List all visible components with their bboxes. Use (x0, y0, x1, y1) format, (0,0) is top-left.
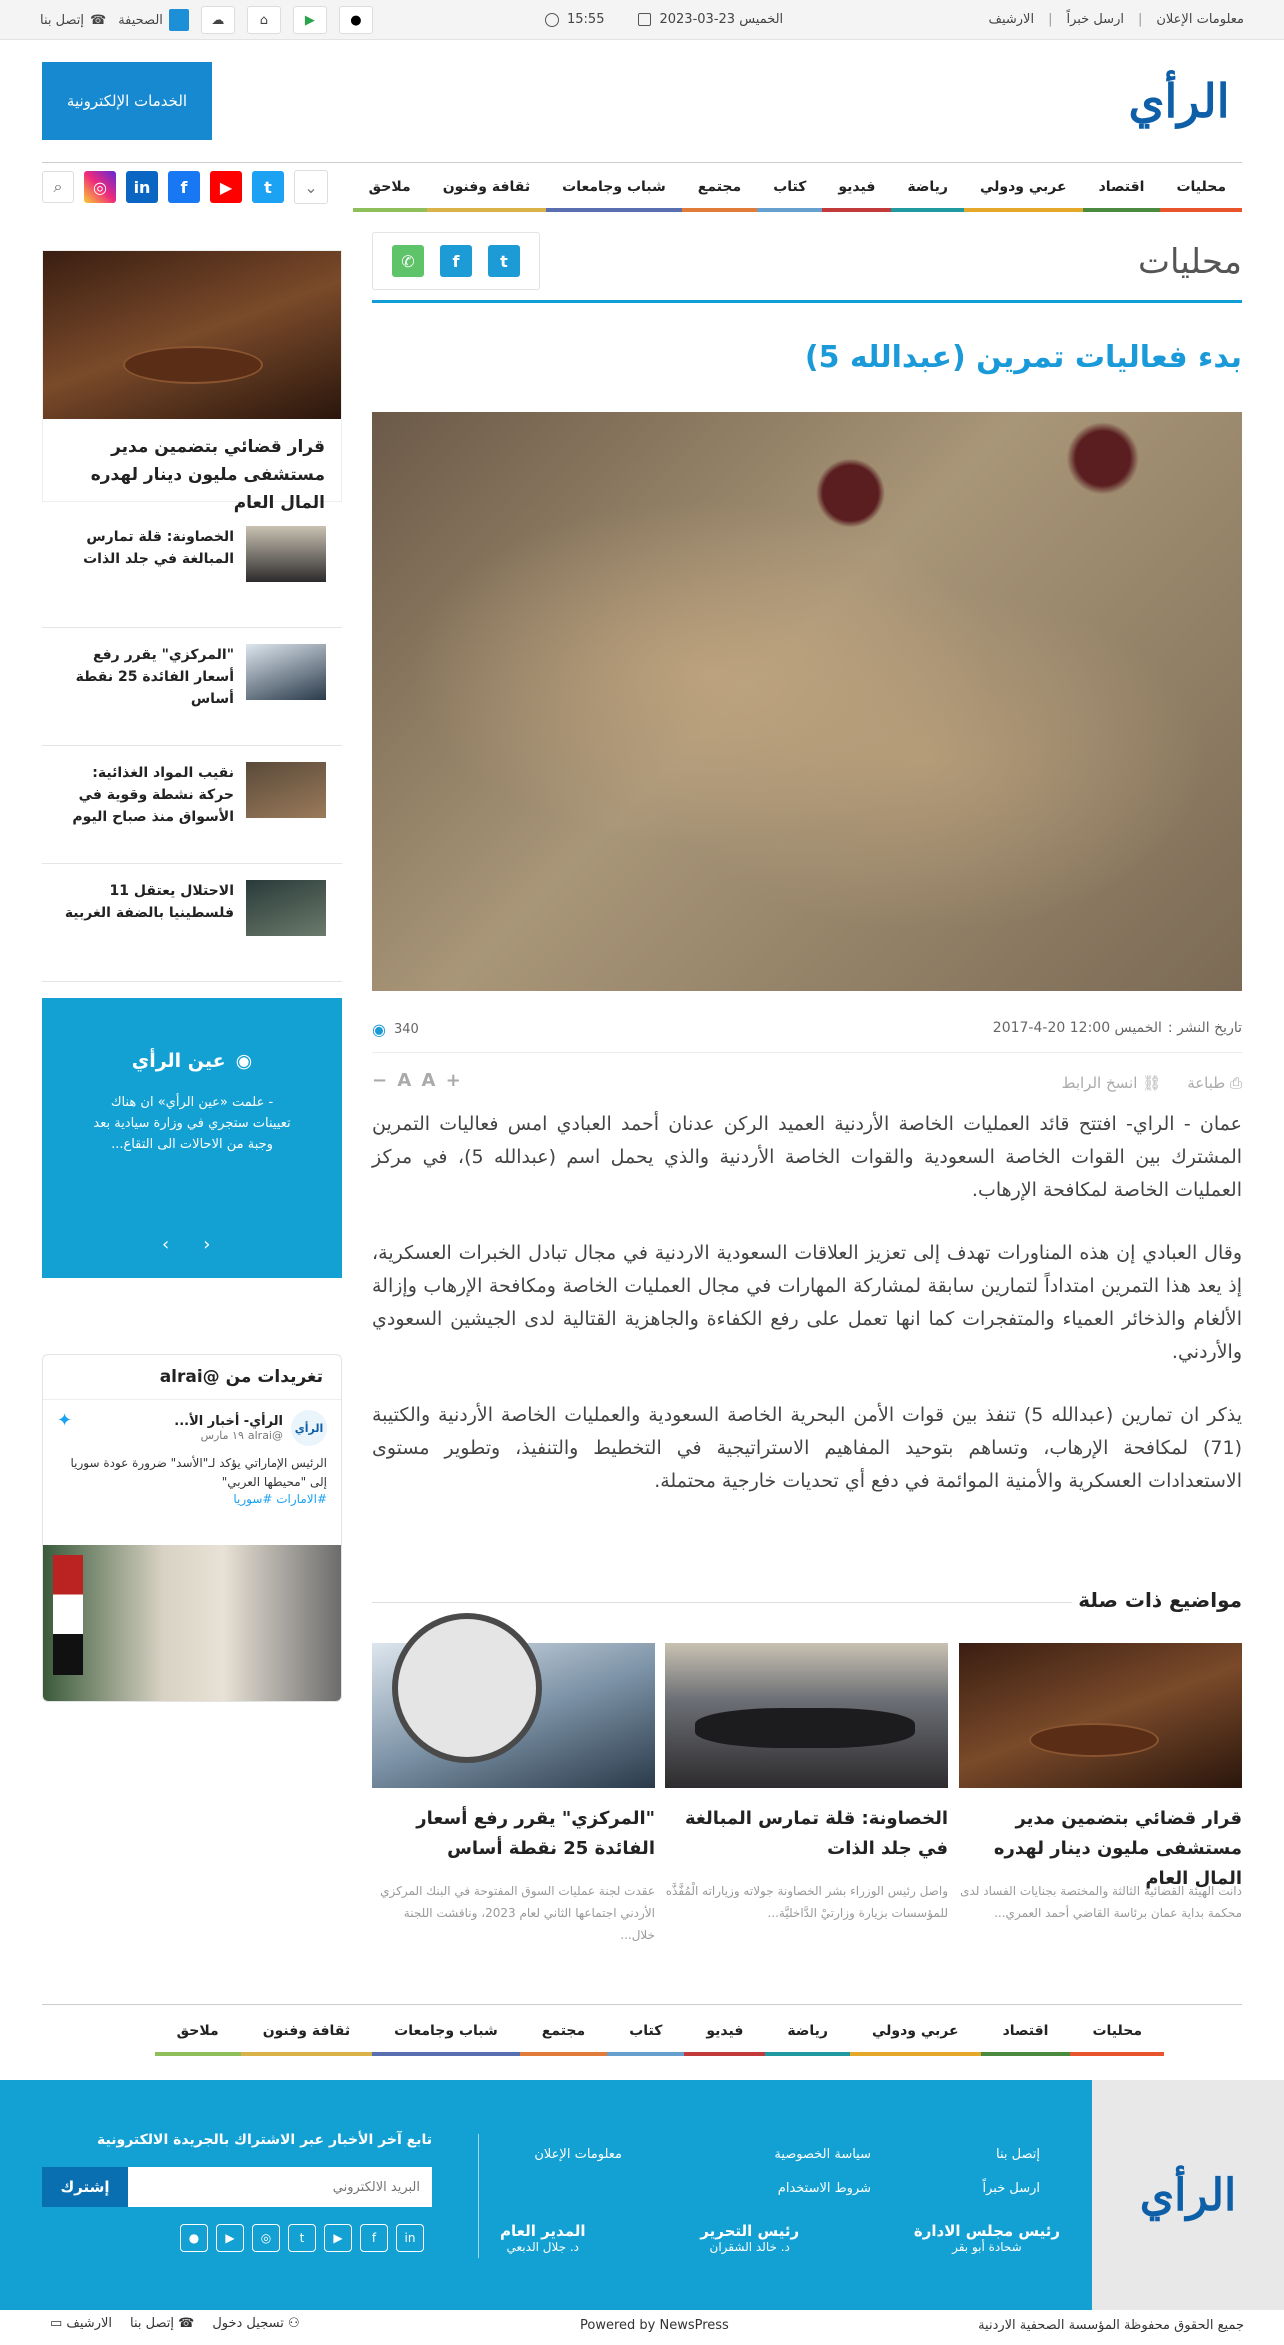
twitter-widget-heading: تغريدات من @alrai (43, 1355, 341, 1400)
clock-icon (545, 13, 559, 27)
related-title[interactable]: الخصاونة: قلة تمارس المبالغة في جلد الذات (684, 1808, 948, 1859)
share-box (372, 232, 540, 290)
youtube-icon[interactable]: ▶ (210, 171, 242, 203)
chevron-down-icon[interactable]: ⌄ (294, 170, 328, 204)
list-thumb (246, 880, 326, 936)
chevron-right-icon[interactable]: › (203, 1234, 211, 1255)
nav-item[interactable]: عربي ودولي (850, 2008, 981, 2056)
nav-item[interactable]: مجتمع (520, 2008, 607, 2056)
privacy-link[interactable]: سياسة الخصوصية (774, 2147, 871, 2162)
archive-link[interactable]: الارشيف (988, 12, 1035, 27)
nav-top-line (42, 162, 1242, 163)
date-text: الخميس 23-03-2023 (659, 12, 784, 27)
list-item[interactable]: الاحتلال يعتقل 11 فلسطينيا بالضفة الغربية (42, 864, 342, 982)
time-text: 15:55 (567, 12, 605, 27)
search-icon[interactable]: ⌕ (42, 171, 74, 203)
whatsapp-share-icon[interactable]: ✆ (392, 245, 424, 277)
nav-item[interactable]: مجتمع (682, 164, 757, 212)
footer-nav-line (42, 2004, 1242, 2005)
related-heading: مواضيع ذات صلة (1078, 1588, 1242, 1612)
terms-link[interactable]: شروط الاستخدام (777, 2181, 871, 2196)
list-item[interactable]: الخصاونة: قلة تمارس المبالغة في جلد الذات (42, 510, 342, 628)
nav-item[interactable]: ثقافة وفنون (427, 164, 546, 212)
apple-icon[interactable]: ● (180, 2224, 208, 2252)
tweet-image[interactable] (43, 1545, 342, 1701)
subscribe-title: تابع آخر الأخبار عبر الاشتراك بالجريدة الالكترونية (97, 2132, 432, 2148)
footer-col-2 (774, 2138, 871, 2206)
newspaper-icon (169, 9, 189, 31)
top-tools (40, 6, 373, 34)
ad-info-link[interactable]: معلومات الإعلان (1156, 12, 1244, 27)
related-summary: واصل رئيس الوزراء بشر الخصاونة جولاته وزياراته الْمُفَّذَّه للمؤسسات بزيارة وزارتيْ الدَّاخليَّة... (665, 1884, 948, 1920)
meeting-table-shape (695, 1708, 915, 1748)
calendar-icon (638, 13, 651, 26)
article-paragraph: يذكر ان تمارين (عبدالله 5) تنفذ بين قوات الأمن البحرية الخاصة السعودية والعمليات الخاصة الأردنية والكتيبة (71) لمكافحة الإرهاب، وتساهم بتوحيد المفاهيم الاستراتيجية في التخطيط والتنفيذ، وتطوير مستوى الاستعدادات العسكرية والأمنية الموائمة في دفع أي تحديات خارجية محتملة. (372, 1404, 1242, 1492)
date-time (545, 12, 783, 27)
list-thumb (246, 526, 326, 582)
footer-ad-info-link[interactable]: معلومات الإعلان (534, 2147, 622, 2162)
gavel-shape (1029, 1723, 1159, 1757)
footer-col-1 (982, 2138, 1040, 2206)
article-title: بدء فعاليات تمرين (عبدالله 5) (804, 340, 1242, 375)
footer-col-3 (534, 2138, 622, 2172)
copyright: جميع الحقوق محفوظة المؤسسة الصحفية الاردنية (978, 2318, 1244, 2333)
views (372, 1020, 419, 1039)
related-image[interactable] (959, 1643, 1242, 1788)
views-count: 340 (393, 1022, 419, 1037)
footer-social (180, 2224, 424, 2252)
nav-item[interactable]: اقتصاد (1083, 164, 1161, 212)
instagram-icon[interactable]: ◎ (84, 171, 116, 203)
nav-item[interactable]: اقتصاد (981, 2008, 1071, 2056)
instagram-icon[interactable]: ◎ (252, 2224, 280, 2252)
nav-item[interactable]: محليات (1070, 2008, 1164, 2056)
youtube-icon[interactable]: ▶ (324, 2224, 352, 2252)
sidebar-list (42, 510, 342, 982)
twitter-icon[interactable]: t (252, 171, 284, 203)
eye-icon: ◉ (372, 1020, 386, 1039)
twitter-icon[interactable]: t (288, 2224, 316, 2252)
contact-us-link[interactable]: إتصل بنا ☎ (130, 2316, 195, 2331)
eye-icon: ◉ (235, 1050, 253, 1072)
nav-item[interactable]: ملاحق (155, 2008, 241, 2056)
linkedin-icon[interactable]: in (396, 2224, 424, 2252)
eservices-button[interactable]: الخدمات الإلكترونية (42, 62, 212, 140)
sidebar-featured-title: قرار قضائي بتضمين مدير مستشفى مليون دينار لهدره المال العام (90, 437, 325, 513)
nav-item[interactable]: ملاحق (353, 164, 427, 212)
bank-seal-shape (392, 1613, 542, 1763)
related-title[interactable]: قرار قضائي بتضمين مدير مستشفى مليون دينار لهدره المال العام (993, 1808, 1242, 1889)
eye-widget-nav (162, 1234, 210, 1255)
meta-divider (372, 1052, 1242, 1053)
publish-date: الخميس 12:00 20-4-2017 (992, 1020, 1162, 1036)
eye-widget-text: - علمت «عين الرأي» ان هناك تعيينات ستجري في وزارة سيادية بعد وجبة من الاحالات الى التقاع... (93, 1095, 291, 1152)
related-image[interactable] (665, 1643, 948, 1788)
section-underline (372, 300, 1242, 303)
linkedin-icon[interactable]: in (126, 171, 158, 203)
person-gm: المدير العام د. جلال الدبعي (500, 2222, 586, 2254)
footer-people (500, 2222, 1060, 2254)
nav-social (42, 170, 328, 204)
nav-item[interactable]: كتاب (757, 164, 822, 212)
newspaper-link[interactable]: الصحيفة (118, 9, 189, 31)
flag-shape (53, 1555, 83, 1675)
email-input[interactable] (128, 2167, 432, 2207)
gavel-shape (123, 346, 263, 384)
facebook-icon[interactable]: f (168, 171, 200, 203)
related-line (372, 1602, 1072, 1603)
nav-item[interactable]: ثقافة وفنون (241, 2008, 372, 2056)
person-editor: رئيس التحرير د. خالد الشقران (700, 2222, 800, 2254)
eye-widget (42, 998, 342, 1278)
person-chairman: رئيس مجلس الادارة شحادة أبو بقر (913, 2222, 1060, 2254)
nav-item[interactable]: عربي ودولي (964, 164, 1083, 212)
google-play-icon[interactable]: ▶ (216, 2224, 244, 2252)
site-logo[interactable]: الرأي (1128, 74, 1230, 128)
footer-send-news-link[interactable]: ارسل خبراً (982, 2181, 1040, 2196)
article-body (372, 1108, 1242, 1498)
sidebar-featured[interactable] (42, 250, 342, 513)
nav-item[interactable]: محليات (1160, 164, 1242, 212)
phone-icon: ☎ (89, 12, 107, 28)
nav-item[interactable]: رياضة (891, 164, 964, 212)
font-size-controls[interactable]: − A A + (372, 1070, 463, 1091)
article-image (372, 412, 1242, 991)
tweet-account-name: الرأي- أخبار الأ... (174, 1414, 283, 1429)
tweet-hashtags[interactable]: #الامارات #سوريا (233, 1492, 327, 1506)
subscribe-form (42, 2167, 432, 2207)
hanger-icon[interactable]: ⌂ (247, 6, 281, 34)
nav-item[interactable]: فيديو (684, 2008, 765, 2056)
google-play-icon[interactable]: ▶ (293, 6, 327, 34)
nav-item[interactable]: شباب وجامعات (372, 2008, 520, 2056)
contact-us-link[interactable]: إتصل بنا ☎ (40, 12, 107, 28)
related-image[interactable] (372, 1643, 655, 1788)
article-paragraph: وقال العبادي إن هذه المناورات تهدف إلى تعزيز العلاقات السعودية الاردنية في مجال تبادل الخبرات العسكرية، إذ يعد هذا التمرين امتداداً لتمارين سابقة لمشاركة المهارات في مجال العمليات الخاصة ومكافحة الإرهاب وإزالة الألغام والذخائر العمياء والمتفجرات كما انها تعمل على رفع الكفاءة والجاهزية القتالية لدى الجيشين السعودي والأردني. (372, 1242, 1242, 1363)
chevron-left-icon[interactable]: ‹ (162, 1234, 170, 1255)
related-title[interactable]: "المركزي" يقرر رفع أسعار الفائدة 25 نقطة أساس (416, 1808, 655, 1859)
publish-label: تاريخ النشر : (1167, 1020, 1242, 1036)
powered-by: Powered by NewsPress (580, 2318, 729, 2333)
footer-divider (478, 2134, 479, 2258)
tweet-text: الرئيس الإماراتي يؤكد لـ"الأسد" ضرورة عودة سوريا إلى "محيطها العربي" (70, 1456, 327, 1489)
facebook-share-icon[interactable]: f (440, 245, 472, 277)
footer-nav (155, 2008, 1164, 2056)
article-image-figures (372, 412, 1242, 991)
list-item[interactable]: نقيب المواد الغذائية: حركة نشطة وقوية في الأسواق منذ صباح اليوم (42, 746, 342, 864)
main-nav (353, 164, 1242, 212)
tweet[interactable]: ✦ الرأي الرأي- أخبار الأ... @alrai ١٩ مارس الرئيس الإماراتي يؤكد لـ"الأسد" ضرورة عودة سوريا إلى "محيطها العربي" #الامارات #سوريا (57, 1410, 327, 1506)
article-tools (1062, 1074, 1242, 1092)
list-thumb (246, 644, 326, 700)
footer-logo-panel[interactable]: الرأي (1092, 2080, 1284, 2310)
article-paragraph: عمان - الراي- افتتح قائد العمليات الخاصة الأردنية العميد الركن عدنان أحمد العبادي امس فعاليات التمرين المشترك بين القوات الخاصة السعودية والقوات الخاصة الأردنية والذي يحمل اسم (عبدالله 5)، في مركز العمليات الخاصة لمكافحة الإرهاب. (372, 1113, 1243, 1201)
list-item[interactable]: "المركزي" يقرر رفع أسعار الفائدة 25 نقطة أساس (42, 628, 342, 746)
nav-item[interactable]: كتاب (607, 2008, 684, 2056)
footer-contact-link[interactable]: إتصل بنا (996, 2147, 1040, 2162)
copy-link-button[interactable]: ⛓ انسخ الرابط (1061, 1074, 1162, 1092)
print-button[interactable]: ⎙ طباعة (1187, 1074, 1242, 1092)
publish-info (993, 1020, 1242, 1036)
twitter-widget (42, 1354, 342, 1702)
archive-link[interactable]: ▭ الارشيف (50, 2316, 112, 2331)
bottom-links (50, 2316, 300, 2331)
top-links: معلومات الإعلان | ارسل خبراً | الارشيف (988, 12, 1244, 27)
nav-item[interactable]: فيديو (822, 164, 891, 212)
nav-item[interactable]: رياضة (765, 2008, 850, 2056)
facebook-icon[interactable]: f (360, 2224, 388, 2252)
twitter-bird-icon: ✦ (57, 1410, 73, 1431)
subscribe-button[interactable]: إشترك (42, 2167, 128, 2207)
list-thumb (246, 762, 326, 818)
twitter-share-icon[interactable]: t (488, 245, 520, 277)
tweet-avatar: الرأي (291, 1410, 327, 1446)
send-news-link[interactable]: ارسل خبراً (1066, 12, 1124, 27)
related-summary: دانت الهيئة القضائية الثالثة والمختصة بجنايات الفساد لدى محكمة بداية عمان برئاسة القاضي أحمد العمري... (960, 1884, 1242, 1920)
related-summary: عقدت لجنة عمليات السوق المفتوحة في البنك المركزي الأردني اجتماعها الثاني لعام 2023، وناقشت اللجنة خلال... (380, 1884, 655, 1942)
apple-icon[interactable]: ● (339, 6, 373, 34)
eye-widget-header: ◉ عين الرأي (131, 1050, 253, 1072)
sidebar-featured-image (43, 251, 341, 419)
nav-item[interactable]: شباب وجامعات (546, 164, 682, 212)
login-link[interactable]: تسجيل دخول ⚇ (212, 2316, 300, 2331)
weather-icon[interactable]: ☁ (201, 6, 235, 34)
section-title: محليات (1137, 242, 1242, 282)
